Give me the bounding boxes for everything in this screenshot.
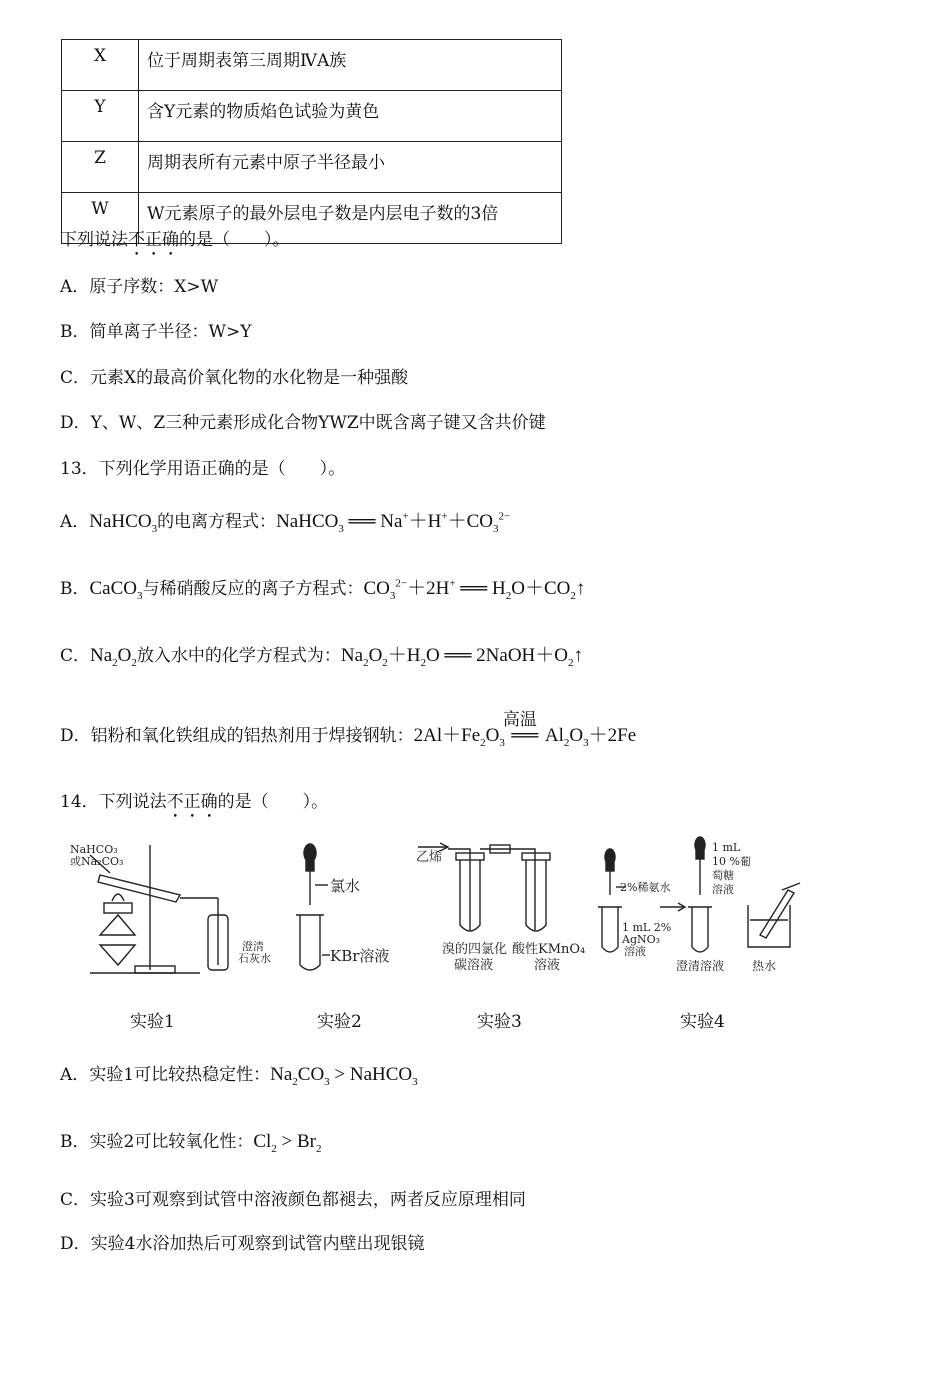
- table-row: [62, 40, 562, 91]
- exp2-apparatus: [296, 844, 330, 970]
- exp3-kmno4-1: 酸性KMnO₄: [512, 942, 586, 957]
- element-symbol: Y: [62, 91, 139, 142]
- q12-option-c[interactable]: C．元素X的最高价氧化物的水化物是一种强酸: [60, 368, 409, 388]
- exp4-glucose-3: 萄糖: [712, 869, 734, 882]
- q14-option-b[interactable]: B．实验2可比较氧化性：$Cl_2 > Br_2$: [60, 1131, 322, 1155]
- exp1-reagent-1: NaHCO₃: [70, 843, 118, 856]
- q13-option-c[interactable]: C．$Na_2O_2$放入水中的化学方程式为：$Na_2O_2+H_2O$ ══ $2NaOH+O_2↑$: [60, 645, 583, 669]
- caption-exp2: 实验2: [317, 1012, 362, 1032]
- exp4-glucose-4: 溶液: [712, 883, 734, 896]
- exp4-glucose-2: 10 %葡: [712, 855, 751, 868]
- caption-exp3: 实验3: [477, 1012, 522, 1032]
- q13-option-d[interactable]: D．铝粉和氧化铁组成的铝热剂用于焊接钢轨：$2Al+Fe_2O_3$ 高温 ══ $Al_2O_3+2Fe$: [60, 720, 636, 749]
- element-description: 含Y元素的物质焰色试验为黄色: [139, 91, 562, 142]
- exp3-kmno4-2: 溶液: [534, 958, 561, 973]
- q13-option-b[interactable]: B．CaCO$_3$与稀硝酸反应的离子方程式：$CO_3^{2-}+2H^+$ ══ $H_2O+CO_2↑$: [60, 577, 586, 602]
- exp4-agno3-1: 1 mL 2%: [622, 921, 672, 934]
- exp1-limewater-2: 石灰水: [238, 952, 271, 965]
- element-symbol: W: [62, 193, 139, 244]
- element-description: 周期表所有元素中原子半径最小: [139, 142, 562, 193]
- element-symbol: Z: [62, 142, 139, 193]
- q13-option-a[interactable]: A．NaHCO$_3$的电离方程式：NaHCO$_3$ ══ $Na^++H^++CO_3^{2-}$: [60, 510, 511, 535]
- q14-option-c[interactable]: C．实验3可观察到试管中溶液颜色都褪去，两者反应原理相同: [60, 1190, 526, 1210]
- exp2-kbr: KBr溶液: [330, 947, 390, 965]
- exp3-bromine-2: 碳溶液: [454, 958, 494, 973]
- exp1-limewater-1: 澄清: [242, 940, 264, 953]
- q14-stem: 14．下列说法不正确的是（ ）。: [60, 792, 329, 812]
- reaction-condition: 高温: [502, 710, 537, 730]
- q14-option-d[interactable]: D．实验4水浴加热后可观察到试管内壁出现银镜: [60, 1234, 425, 1254]
- q12-option-b[interactable]: B．简单离子半径：W>Y: [60, 322, 252, 342]
- exp2-chlorine-water: 氯水: [330, 877, 361, 895]
- exp4-agno3-3: 溶液: [624, 945, 646, 958]
- element-description: 位于周期表第三周期ⅣA族: [139, 40, 562, 91]
- exp4-ammonia: 2%稀氨水: [620, 881, 671, 894]
- caption-exp1: 实验1: [130, 1012, 175, 1032]
- exp4-glucose-1: 1 mL: [712, 841, 741, 854]
- q12-stem: 下列说法不正确的是（ ）。: [60, 230, 290, 250]
- exp3-ethylene: 乙烯: [416, 850, 443, 865]
- q13-stem: 13．下列化学用语正确的是（ ）。: [60, 459, 346, 479]
- q12-option-d[interactable]: D．Y、W、Z三种元素形成化合物YWZ中既含离子键又含共价键: [60, 413, 546, 433]
- caption-exp4: 实验4: [680, 1012, 725, 1032]
- exp4-hot-water: 热水: [752, 959, 777, 973]
- experiment-figure: [60, 835, 820, 985]
- table-row: [62, 142, 562, 193]
- exp3-bromine-1: 溴的四氯化: [442, 942, 508, 957]
- table-row: [62, 91, 562, 142]
- exp1-reagent-2: 或Na₂CO₃: [70, 855, 124, 868]
- exp4-clear-solution: 澄清溶液: [676, 959, 725, 973]
- element-symbol: X: [62, 40, 139, 91]
- element-info-table: [61, 39, 562, 244]
- exp4-agno3-2: AgNO₃: [622, 933, 661, 946]
- element-description: W元素原子的最外层电子数是内层电子数的3倍: [139, 193, 562, 244]
- q12-option-a[interactable]: A．原子序数：X>W: [60, 277, 219, 297]
- q14-option-a[interactable]: A．实验1可比较热稳定性：$Na_2CO_3$ > NaHCO$_3$: [60, 1064, 418, 1088]
